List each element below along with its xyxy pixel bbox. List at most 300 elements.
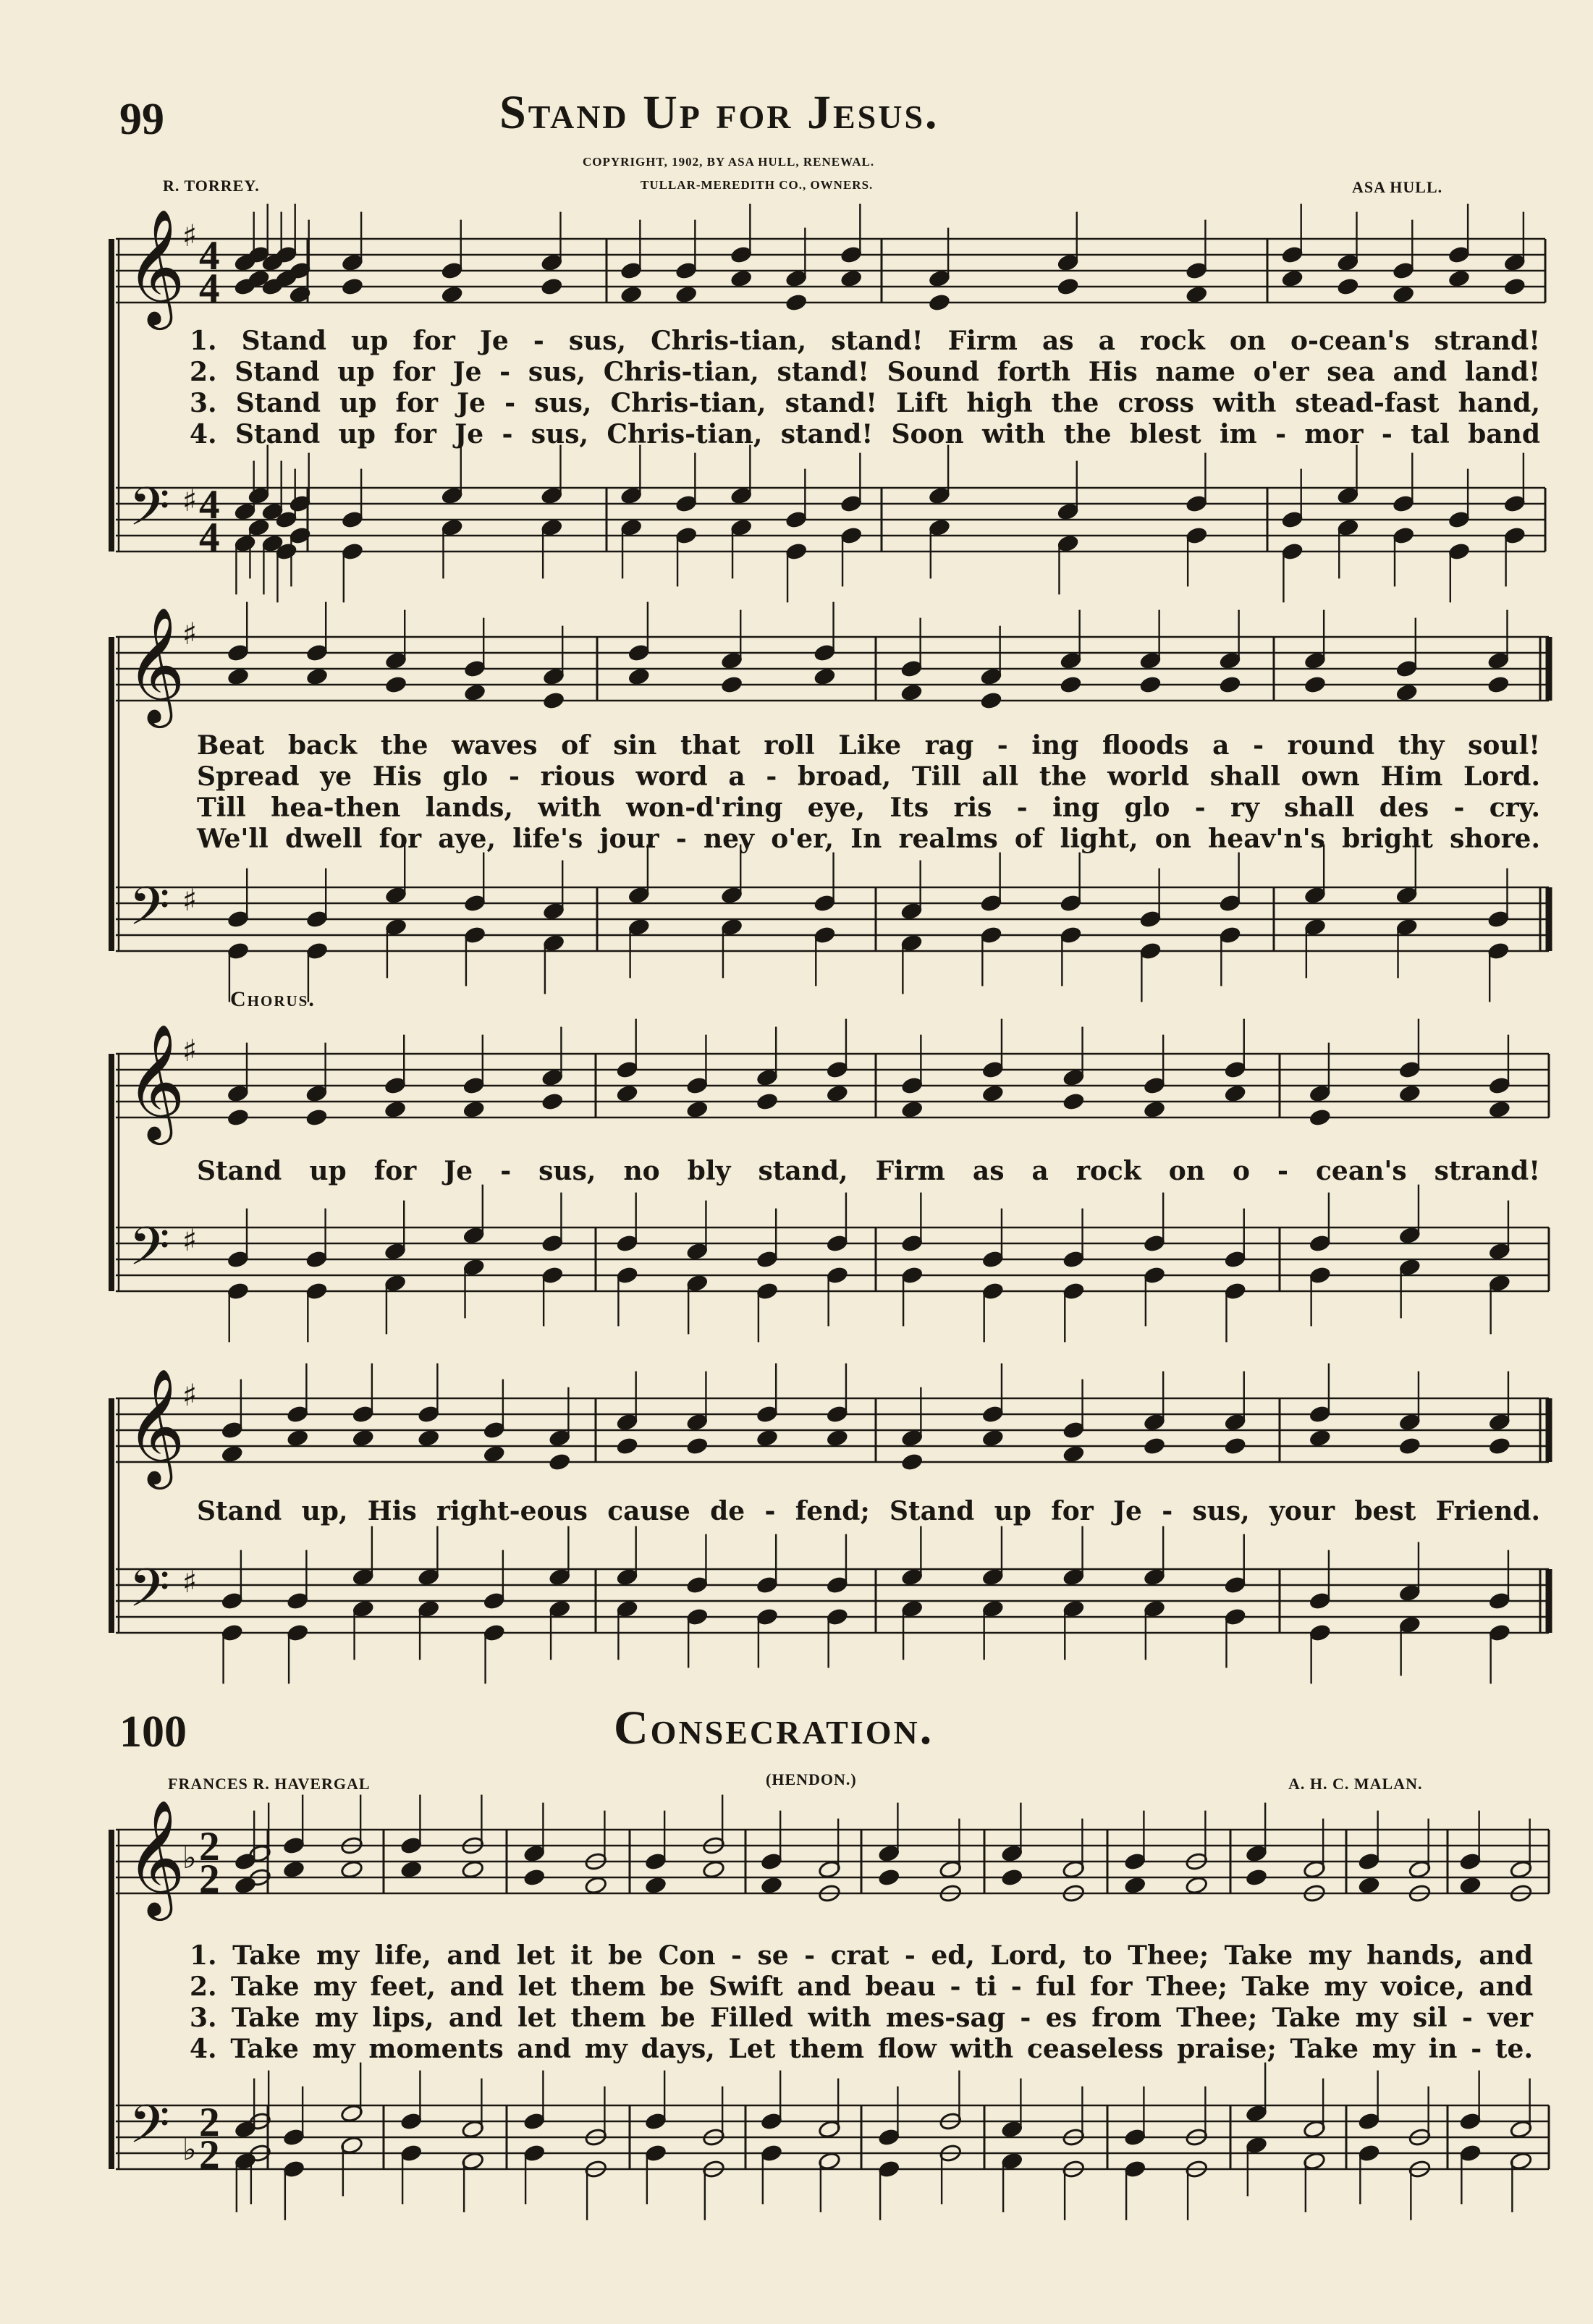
lyric-syllable: a xyxy=(1031,1156,1049,1186)
lyric-syllable: - xyxy=(675,824,687,854)
lyric-syllable: sus, xyxy=(538,1156,596,1186)
lyric-syllable: Its xyxy=(890,793,929,823)
sharp-icon: ♯ xyxy=(182,217,198,253)
lyric-syllable: Thee; xyxy=(1146,1972,1228,2002)
lyric-syllable: - xyxy=(804,1940,816,1971)
lyric-syllable: We'll xyxy=(197,824,269,854)
note-head xyxy=(826,1429,849,1448)
note-head xyxy=(1395,683,1419,703)
lyric-syllable: stand! xyxy=(777,357,869,387)
note-head xyxy=(305,1108,328,1128)
lyric-syllable: for xyxy=(1089,1972,1133,2002)
note-head xyxy=(540,277,563,297)
lyric-syllable: a xyxy=(1098,326,1115,356)
lyric-syllable: His xyxy=(1088,357,1138,387)
lyric-syllable: glo xyxy=(1124,793,1170,823)
lyric-syllable: of xyxy=(561,730,590,761)
lyric-syllable: own xyxy=(1301,761,1360,792)
lyric-syllable: Je xyxy=(452,357,482,387)
lyric-syllable: and xyxy=(1479,1972,1533,2002)
note-head xyxy=(1358,1876,1381,1896)
lyric-syllable: Sound xyxy=(887,357,980,387)
lyric-syllable: name xyxy=(1155,357,1235,387)
lyric-syllable: aye, xyxy=(438,824,496,854)
lyric-syllable: fend; xyxy=(795,1496,870,1526)
lyric-syllable: eye, xyxy=(807,793,866,823)
lyric-syllable: shall xyxy=(1209,761,1280,792)
lyric-syllable: and xyxy=(1393,357,1448,387)
note-head xyxy=(620,285,643,305)
lyric-syllable: band xyxy=(1468,419,1540,449)
chorus-label: Chorus. xyxy=(230,987,316,1011)
note-head xyxy=(286,1429,309,1448)
note-head xyxy=(1459,1876,1482,1896)
lyric-syllable: dwell xyxy=(284,824,363,854)
sharp-icon: ♯ xyxy=(182,1032,198,1068)
copyright-line: COPYRIGHT, 1902, BY ASA HULL, RENEWAL. xyxy=(583,155,875,169)
lyric-syllable: for xyxy=(413,326,455,356)
lyric-syllable: for xyxy=(394,419,436,449)
lyric-syllable: be xyxy=(659,1972,695,2002)
lyric-syllable: His xyxy=(372,761,422,792)
lyric-syllable: o'er xyxy=(1253,357,1309,387)
note-head xyxy=(282,1860,305,1880)
lyric-syllable: to xyxy=(1082,1940,1112,1971)
lyric-line-s2-v3 xyxy=(197,792,1540,824)
lyric-syllable: my xyxy=(1372,2034,1415,2064)
lyric-syllable: from xyxy=(1091,2003,1162,2033)
lyric-syllable: - xyxy=(1016,793,1028,823)
note-head xyxy=(1503,277,1526,297)
lyric-syllable: realms xyxy=(898,824,998,854)
bass-clef-icon: 𝄢 xyxy=(129,874,170,950)
note-head xyxy=(1398,1084,1421,1104)
lyric-syllable: - xyxy=(766,761,777,792)
note-head xyxy=(702,1860,725,1880)
note-head xyxy=(441,285,464,305)
lyric-syllable: as xyxy=(972,1156,1005,1186)
note-head xyxy=(483,1445,506,1464)
lyric-syllable: blest xyxy=(1129,419,1201,449)
note-head xyxy=(1281,269,1304,289)
lyric-syllable: ing xyxy=(1052,793,1100,823)
note-head xyxy=(1398,1437,1421,1456)
lyric-syllable: Lord. xyxy=(1463,761,1540,792)
lyric-syllable: es xyxy=(1045,2003,1077,2033)
lyric-syllable: it xyxy=(570,1940,593,1971)
treble-clef-icon: 𝄞 xyxy=(126,605,185,723)
composer-credit: ASA HULL. xyxy=(1352,178,1443,196)
note-head xyxy=(523,1868,546,1888)
lyric-line-100-v3 xyxy=(190,2002,1533,2034)
lyric-syllable: be xyxy=(608,1940,643,1971)
lyric-syllable: my xyxy=(312,2034,355,2064)
lyric-syllable: Till xyxy=(911,761,961,792)
lyric-syllable: - xyxy=(904,1940,916,1971)
lyric-syllable: 1. xyxy=(190,1940,217,1971)
lyric-syllable: de xyxy=(710,1496,745,1526)
lyric-syllable: bly xyxy=(687,1156,731,1186)
note-head xyxy=(400,1860,423,1880)
note-head xyxy=(813,667,836,687)
note-head xyxy=(785,293,808,313)
lyric-syllable: my xyxy=(584,2034,628,2064)
lyric-syllable: moments xyxy=(368,2034,504,2064)
note-head xyxy=(417,1429,440,1448)
hymn-title: Stand Up for Jesus. xyxy=(499,86,939,139)
note-head xyxy=(221,1445,244,1464)
lyric-syllable: for xyxy=(395,388,439,418)
lyric-syllable: and xyxy=(797,1972,852,2002)
sharp-icon: ♯ xyxy=(182,615,198,651)
lyric-syllable: let xyxy=(517,1972,557,2002)
lyric-syllable: floods xyxy=(1102,730,1189,761)
lyric-syllable: be xyxy=(660,2003,696,2033)
lyric-syllable: Take xyxy=(230,2034,299,2064)
lyric-line-s2-v1 xyxy=(197,730,1540,761)
lyric-syllable: Take xyxy=(231,1972,300,2002)
note-head xyxy=(616,1084,639,1104)
lyric-syllable: right-eous xyxy=(436,1496,588,1526)
note-head xyxy=(1062,1445,1085,1464)
lyric-syllable: flow xyxy=(877,2034,937,2064)
lyric-syllable: cause xyxy=(607,1496,690,1526)
lyric-syllable: the xyxy=(1051,388,1099,418)
lyric-syllable: Lift xyxy=(896,388,948,418)
note-head xyxy=(1000,1868,1023,1888)
lyric-syllable: lands, xyxy=(425,793,513,823)
lyric-syllable: heav'n's xyxy=(1208,824,1325,854)
note-head xyxy=(900,1453,924,1472)
note-head xyxy=(1143,1437,1166,1456)
note-head xyxy=(1185,285,1208,305)
lyric-syllable: - xyxy=(1275,419,1287,449)
lyric-syllable: ris xyxy=(953,793,992,823)
note-head xyxy=(234,1876,257,1896)
lyric-syllable: my xyxy=(1355,2003,1398,2033)
lyric-syllable: strand! xyxy=(1434,326,1540,356)
lyric-syllable: Thee; xyxy=(1176,2003,1258,2033)
note-head xyxy=(980,691,1003,711)
lyric-syllable: o-cean's xyxy=(1290,326,1410,356)
note-head xyxy=(384,675,407,695)
lyric-line-100-v1 xyxy=(190,1940,1533,1972)
lyric-line-s1-v4 xyxy=(190,418,1540,450)
lyric-syllable: land! xyxy=(1464,357,1540,387)
lyric-syllable: - xyxy=(504,388,516,418)
lyric-line-s1-v2 xyxy=(190,356,1540,388)
note-head xyxy=(900,683,924,703)
lyric-syllable: with xyxy=(950,2034,1014,2064)
note-head xyxy=(840,269,863,289)
lyric-syllable: Chris-tian, xyxy=(607,419,763,449)
lyric-syllable: on xyxy=(1154,824,1191,854)
lyric-syllable: ney xyxy=(703,824,754,854)
lyric-syllable: Soon xyxy=(891,419,964,449)
lyric-syllable: mes-sag xyxy=(886,2003,1006,2033)
lyric-syllable: - xyxy=(1253,730,1264,761)
tune-name: (HENDON.) xyxy=(766,1770,857,1788)
lyric-syllable: best xyxy=(1354,1496,1416,1526)
lyric-syllable: Je xyxy=(457,388,486,418)
note-head xyxy=(1309,1108,1332,1128)
note-head xyxy=(1488,1100,1511,1120)
lyric-syllable: sus, xyxy=(528,357,586,387)
lyric-syllable: Filled xyxy=(710,2003,793,2033)
lyric-syllable: sus, xyxy=(568,326,627,356)
lyric-syllable: days, xyxy=(641,2034,715,2064)
lyric-syllable: up xyxy=(309,1156,347,1186)
flat-icon: ♭ xyxy=(182,1839,197,1875)
lyric-syllable: - xyxy=(533,326,544,356)
lyric-syllable: my xyxy=(1308,1940,1351,1971)
lyric-syllable: - xyxy=(997,730,1008,761)
lyric-syllable: sus, xyxy=(534,388,592,418)
note-head xyxy=(341,277,364,297)
note-head xyxy=(1219,675,1242,695)
lyric-syllable: back xyxy=(287,730,358,761)
treble-clef-icon: 𝄞 xyxy=(126,1022,185,1140)
composer-credit-100: A. H. C. MALAN. xyxy=(1288,1775,1423,1793)
lyric-syllable: Stand xyxy=(235,388,321,418)
note-head xyxy=(1448,269,1471,289)
lyric-syllable: - xyxy=(1381,419,1393,449)
lyric-line-s1-v1 xyxy=(190,325,1540,357)
lyric-syllable: round xyxy=(1287,730,1375,761)
lyric-syllable: - xyxy=(1471,2034,1482,2064)
lyric-syllable: cross xyxy=(1117,388,1194,418)
lyric-syllable: - xyxy=(502,419,513,449)
lyric-syllable: - xyxy=(1162,1496,1173,1526)
note-head xyxy=(1060,675,1083,695)
note-head xyxy=(900,1100,924,1120)
lyric-syllable: Je xyxy=(455,419,484,449)
hymn-title-100: Consecration. xyxy=(614,1702,934,1754)
lyric-syllable: Stand xyxy=(241,326,326,356)
note-head xyxy=(461,1860,484,1880)
lyric-syllable: - xyxy=(499,357,511,387)
lyric-syllable: Chris-tian, xyxy=(651,326,807,356)
sharp-icon: ♯ xyxy=(182,882,198,918)
time-signature: 2 xyxy=(199,1823,220,1869)
note-head xyxy=(675,285,698,305)
note-head xyxy=(1245,1868,1268,1888)
lyric-syllable: Let xyxy=(728,2034,776,2064)
note-head xyxy=(616,1437,639,1456)
lyric-syllable: ing xyxy=(1031,730,1079,761)
lyric-syllable: word xyxy=(635,761,708,792)
author-credit: R. TORREY. xyxy=(163,177,260,195)
lyric-syllable: 1. xyxy=(190,326,217,356)
lyric-syllable: sus, xyxy=(1192,1496,1250,1526)
note-head xyxy=(227,667,250,687)
lyric-syllable: strand! xyxy=(1434,1156,1540,1186)
lyric-syllable: Chris-tian, xyxy=(603,357,759,387)
lyric-syllable: for xyxy=(373,1156,417,1186)
lyric-syllable: mor xyxy=(1304,419,1364,449)
note-head xyxy=(542,691,565,711)
lyric-syllable: o xyxy=(1232,1156,1250,1186)
lyric-syllable: beau xyxy=(865,1972,937,2002)
lyric-syllable: up xyxy=(338,419,376,449)
lyric-syllable: des xyxy=(1379,793,1429,823)
lyric-syllable: Firm xyxy=(947,326,1018,356)
note-head xyxy=(877,1868,900,1888)
lyric-syllable: stead-fast xyxy=(1295,388,1440,418)
note-head xyxy=(1062,1092,1085,1112)
author-credit-100: FRANCES R. HAVERGAL xyxy=(168,1775,371,1793)
time-signature: 2 xyxy=(199,2131,220,2178)
lyric-syllable: - xyxy=(509,761,520,792)
lyric-syllable: the xyxy=(380,730,428,761)
lyric-syllable: let xyxy=(516,1940,555,1971)
note-head xyxy=(463,683,486,703)
lyric-syllable: Con xyxy=(658,1940,716,1971)
lyric-syllable: won-d'ring xyxy=(626,793,783,823)
lyric-syllable: your xyxy=(1269,1496,1335,1526)
lyric-syllable: high xyxy=(966,388,1033,418)
lyric-syllable: up, xyxy=(301,1496,348,1526)
lyric-syllable: cean's xyxy=(1316,1156,1407,1186)
lyric-syllable: my xyxy=(314,2003,358,2033)
lyric-syllable: feet, xyxy=(370,1972,436,2002)
lyric-syllable: them xyxy=(789,2034,864,2064)
lyric-syllable: and xyxy=(517,2034,572,2064)
treble-clef-icon: 𝄞 xyxy=(126,1366,185,1484)
lyric-syllable: im xyxy=(1219,419,1257,449)
sharp-icon: ♯ xyxy=(182,1563,198,1600)
note-head xyxy=(981,1084,1005,1104)
lyric-syllable: let xyxy=(517,2003,557,2033)
lyric-syllable: with xyxy=(538,793,601,823)
lyric-syllable: Take xyxy=(1224,1940,1293,1971)
lyric-syllable: up xyxy=(350,326,389,356)
lyric-syllable: - xyxy=(731,1940,742,1971)
lyric-syllable: Stand xyxy=(234,419,321,449)
lyric-syllable: stand! xyxy=(831,326,924,356)
lyric-syllable: ed, xyxy=(931,1940,975,1971)
lyric-syllable: and xyxy=(1479,1940,1533,1971)
lyric-syllable: my xyxy=(313,1972,357,2002)
note-head xyxy=(1336,277,1359,297)
lyric-syllable: o'er, xyxy=(771,824,834,854)
note-head xyxy=(1224,1084,1247,1104)
note-head xyxy=(1392,285,1415,305)
note-head xyxy=(928,293,951,313)
note-head xyxy=(756,1429,779,1448)
lyric-syllable: - xyxy=(1277,1156,1288,1186)
lyric-syllable: them xyxy=(570,1972,646,2002)
note-head xyxy=(1224,1437,1247,1456)
lyric-syllable: rock xyxy=(1139,326,1205,356)
lyric-syllable: sin xyxy=(613,730,657,761)
lyric-syllable: Thee; xyxy=(1128,1940,1209,1971)
lyric-syllable: a xyxy=(728,761,745,792)
lyric-syllable: Him xyxy=(1380,761,1443,792)
note-head xyxy=(760,1876,783,1896)
note-head xyxy=(756,1092,779,1112)
lyric-syllable: Swift xyxy=(709,1972,783,2002)
note-head xyxy=(548,1453,571,1472)
lyric-syllable: the xyxy=(1039,761,1087,792)
lyric-syllable: soul! xyxy=(1468,730,1540,761)
hymn-number: 99 xyxy=(119,95,164,144)
lyric-syllable: rock xyxy=(1076,1156,1141,1186)
lyric-syllable: lips, xyxy=(372,2003,434,2033)
lyric-syllable: and xyxy=(447,1940,502,1971)
lyric-syllable: shore. xyxy=(1450,824,1540,854)
lyric-syllable: with xyxy=(1212,388,1277,418)
note-head xyxy=(685,1437,709,1456)
lyric-syllable: Firm xyxy=(875,1156,945,1186)
lyric-syllable: all xyxy=(981,761,1019,792)
note-head xyxy=(826,1084,849,1104)
lyric-syllable: stand! xyxy=(780,419,874,449)
lyric-syllable: Till xyxy=(197,793,246,823)
time-signature: 2 xyxy=(199,1856,220,1902)
lyric-syllable: Stand xyxy=(197,1156,282,1186)
lyric-syllable: them xyxy=(570,2003,646,2033)
lyric-syllable: His xyxy=(367,1496,417,1526)
lyric-syllable: sus, xyxy=(531,419,589,449)
lyric-syllable: as xyxy=(1041,326,1074,356)
lyric-syllable: of xyxy=(1014,824,1044,854)
lyric-syllable: stand, xyxy=(758,1156,848,1186)
lyric-syllable: Spread xyxy=(197,761,300,792)
note-head xyxy=(384,1100,407,1120)
lyric-syllable: roll xyxy=(764,730,815,761)
bass-clef-icon: 𝄢 xyxy=(129,475,170,550)
note-head xyxy=(340,1860,363,1880)
lyric-syllable: on xyxy=(1229,326,1266,356)
lyric-syllable: Take xyxy=(1241,1972,1310,2002)
note-head xyxy=(730,269,753,289)
lyric-syllable: 4. xyxy=(190,419,217,449)
lyric-syllable: 2. xyxy=(190,357,217,387)
lyric-syllable: rious xyxy=(540,761,615,792)
lyric-syllable: no xyxy=(623,1156,660,1186)
lyric-syllable: ti xyxy=(974,1972,997,2002)
lyric-syllable: ry xyxy=(1230,793,1259,823)
lyric-syllable: for xyxy=(1051,1496,1094,1526)
lyric-syllable: Je xyxy=(1113,1496,1142,1526)
time-signature: 4 xyxy=(199,232,220,279)
note-head xyxy=(1057,277,1080,297)
treble-clef-icon: 𝄞 xyxy=(126,1798,185,1916)
lyric-syllable: forth xyxy=(997,357,1071,387)
lyric-syllable: Beat xyxy=(197,730,265,761)
note-head xyxy=(541,1092,564,1112)
lyric-syllable: for xyxy=(379,824,422,854)
lyric-syllable: - xyxy=(1461,2003,1473,2033)
flat-icon: ♭ xyxy=(182,2131,197,2167)
lyric-syllable: hea-then xyxy=(271,793,401,823)
lyric-syllable: Stand xyxy=(234,357,320,387)
lyric-syllable: Chris-tian, xyxy=(610,388,766,418)
lyric-syllable: Je xyxy=(479,326,509,356)
lyric-syllable: the xyxy=(1063,419,1112,449)
lyric-syllable: - xyxy=(764,1496,776,1526)
lyric-syllable: and xyxy=(448,2003,503,2033)
bass-clef-icon: 𝄢 xyxy=(129,1214,170,1290)
lyric-syllable: with xyxy=(808,2003,871,2033)
lyric-syllable: crat xyxy=(830,1940,890,1971)
lyric-syllable: broad, xyxy=(798,761,892,792)
lyric-syllable: Take xyxy=(1272,2003,1341,2033)
lyric-syllable: Like xyxy=(838,730,902,761)
lyric-syllable: tal xyxy=(1411,419,1450,449)
lyric-syllable: up xyxy=(994,1496,1031,1526)
